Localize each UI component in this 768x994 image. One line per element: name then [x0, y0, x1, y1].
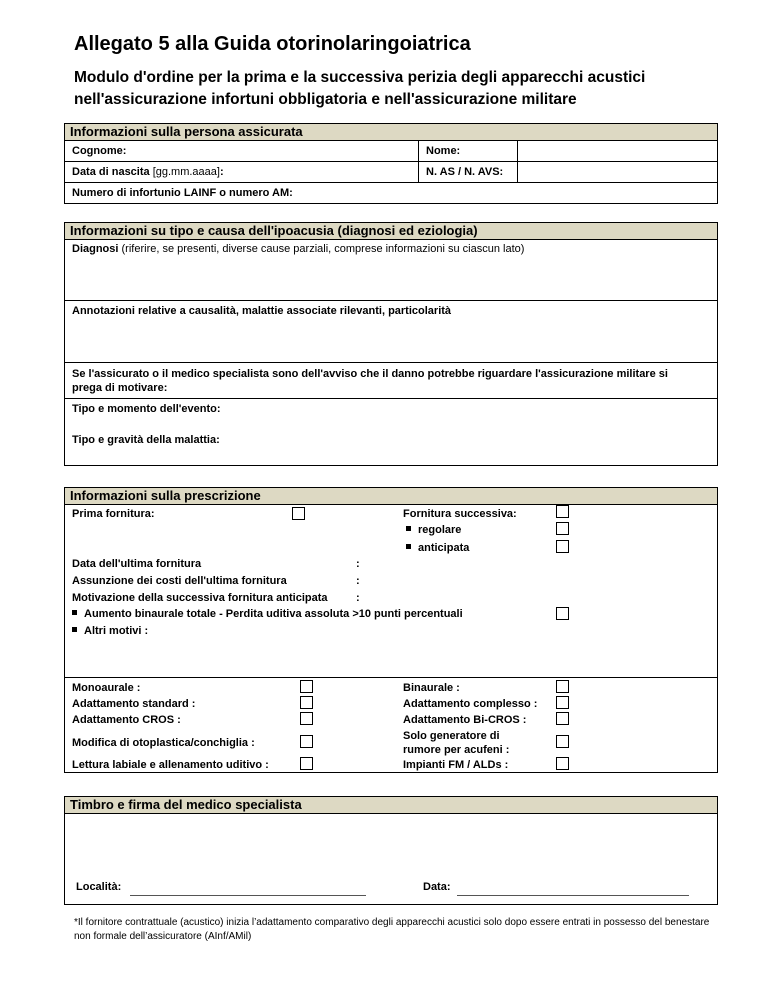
first-name-field[interactable]: [519, 141, 717, 161]
complex-fitting-checkbox[interactable]: [556, 696, 569, 709]
lipreading-training-checkbox[interactable]: [300, 757, 313, 770]
document-subtitle: Modulo d'ordine per la prima e la successiva perizia degli apparecchi acustici nell'assicurazione infortuni obbligatoria e nell'assicurazione militare: [74, 69, 646, 108]
accident-number-label: Numero di infortunio LAINF o numero AM:: [72, 187, 293, 199]
column-divider: [418, 140, 419, 182]
first-supply-checkbox[interactable]: [292, 507, 305, 520]
subsequent-supply-checkbox[interactable]: [556, 505, 569, 518]
column-divider: [517, 140, 518, 182]
monaural-label: Monoaurale :: [72, 682, 141, 694]
binaural-increase-checkbox[interactable]: [556, 607, 569, 620]
row-divider: [64, 398, 718, 399]
colon-separator: :: [356, 558, 360, 570]
earmold-modification-label: Modifica di otoplastica/conchiglia :: [72, 737, 255, 749]
section-signature-heading: Timbro e firma del medico specialista: [64, 796, 718, 814]
earmold-modification-checkbox[interactable]: [300, 735, 313, 748]
bicros-fitting-label: Adattamento Bi-CROS :: [403, 714, 527, 726]
military-insurance-label-line1: Se l'assicurato o il medico specialista sono dell'avviso che il danno potrebbe riguardare l'assicurazione militare si: [72, 368, 668, 380]
event-type-label: Tipo e momento dell'evento:: [72, 403, 221, 415]
row-divider: [64, 677, 718, 678]
subsequent-supply-label: Fornitura successiva:: [403, 508, 517, 520]
avs-number-field[interactable]: [519, 162, 717, 182]
signature-box: [64, 813, 718, 905]
early-label: anticipata: [406, 542, 469, 554]
fm-systems-label: Impianti FM / ALDs :: [403, 759, 509, 771]
bicros-fitting-checkbox[interactable]: [556, 712, 569, 725]
bullet-icon: [406, 544, 411, 549]
tinnitus-generator-checkbox[interactable]: [556, 735, 569, 748]
date-field[interactable]: [457, 895, 689, 896]
complex-fitting-label: Adattamento complesso :: [403, 698, 538, 710]
cros-fitting-label: Adattamento CROS :: [72, 714, 181, 726]
location-label: Località:: [76, 881, 122, 893]
last-supply-date-label: Data dell'ultima fornitura: [72, 558, 202, 570]
prescription-table: [64, 504, 718, 773]
standard-fitting-checkbox[interactable]: [300, 696, 313, 709]
surname-label: Cognome:: [72, 145, 127, 157]
early-supply-reason-label: Motivazione della successiva fornitura anticipata: [72, 592, 328, 604]
bullet-icon: [72, 610, 77, 615]
row-divider: [64, 362, 718, 363]
bullet-icon: [406, 526, 411, 531]
section-insured-heading: Informazioni sulla persona assicurata: [64, 123, 718, 141]
date-label: Data:: [423, 881, 451, 893]
other-reasons-label: Altri motivi :: [72, 625, 148, 637]
tinnitus-generator-label-line2: rumore per acufeni :: [403, 744, 510, 756]
binaural-increase-label: Aumento binaurale totale - Perdita uditiva assoluta >10 punti percentuali: [72, 608, 463, 620]
fm-systems-checkbox[interactable]: [556, 757, 569, 770]
cros-fitting-checkbox[interactable]: [300, 712, 313, 725]
binaural-checkbox[interactable]: [556, 680, 569, 693]
row-divider: [64, 182, 718, 183]
lipreading-training-label: Lettura labiale e allenamento uditivo :: [72, 759, 269, 771]
monaural-checkbox[interactable]: [300, 680, 313, 693]
colon-separator: :: [356, 575, 360, 587]
binaural-label: Binaurale :: [403, 682, 460, 694]
first-supply-label: Prima fornitura:: [72, 508, 155, 520]
location-field[interactable]: [130, 895, 366, 896]
bullet-icon: [72, 627, 77, 632]
document-title: Allegato 5 alla Guida otorinolaringoiatrica: [74, 33, 471, 55]
military-insurance-label-line2: prega di motivare:: [72, 382, 168, 394]
early-checkbox[interactable]: [556, 540, 569, 553]
causality-label: Annotazioni relative a causalità, malattie associate rilevanti, particolarità: [72, 305, 452, 317]
avs-number-label: N. AS / N. AVS:: [426, 166, 504, 178]
standard-fitting-label: Adattamento standard :: [72, 698, 196, 710]
first-name-label: Nome:: [426, 145, 461, 157]
birthdate-label: Data di nascita [gg.mm.aaaa]:: [72, 166, 224, 178]
row-divider: [64, 300, 718, 301]
section-diagnosis-heading: Informazioni su tipo e causa dell'ipoacusia (diagnosi ed eziologia): [64, 222, 718, 240]
footnote: *Il fornitore contrattuale (acustico) inizia l’adattamento comparativo degli apparecchi acustici solo dopo essere entrati in possesso del benestare non formale dell’assicuratore (AInf/AMil): [74, 917, 710, 942]
regular-checkbox[interactable]: [556, 522, 569, 535]
cost-coverage-label: Assunzione dei costi dell'ultima fornitura: [72, 575, 287, 587]
colon-separator: :: [356, 592, 360, 604]
section-prescription-heading: Informazioni sulla prescrizione: [64, 487, 718, 505]
diagnosis-table: [64, 239, 718, 466]
tinnitus-generator-label-line1: Solo generatore di: [403, 730, 500, 742]
illness-type-label: Tipo e gravità della malattia:: [72, 434, 220, 446]
diagnosis-label: Diagnosi (riferire, se presenti, diverse cause parziali, comprese informazioni su ciascun lato): [72, 243, 525, 255]
regular-label: regolare: [406, 524, 461, 536]
